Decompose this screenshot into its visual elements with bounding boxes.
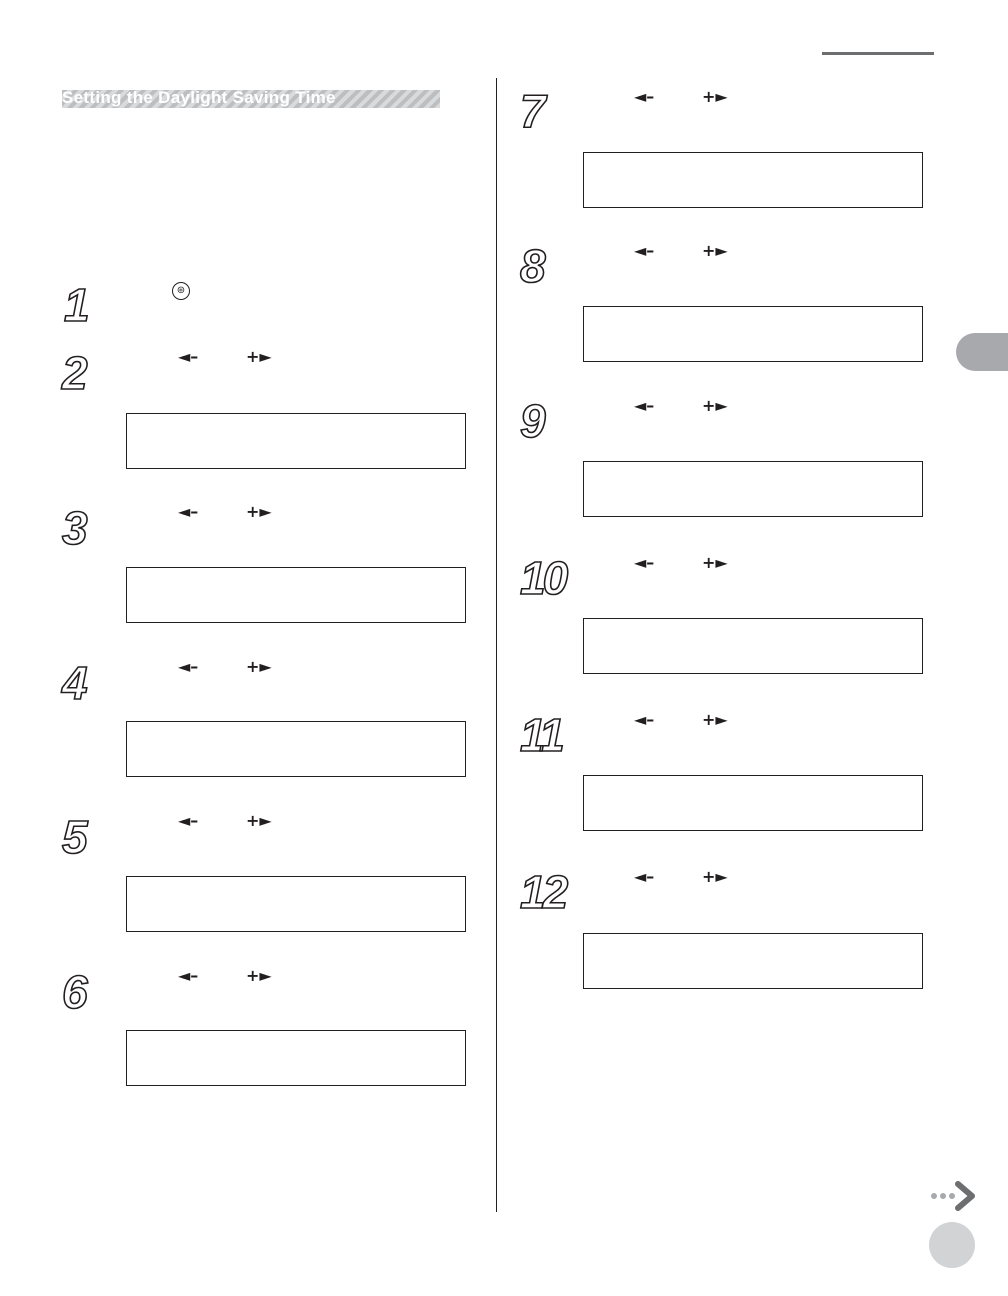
plus-key-icon: +► bbox=[702, 396, 728, 415]
setup-key-icon: ⊛ bbox=[172, 282, 190, 300]
plus-key-icon: +► bbox=[246, 657, 272, 676]
lcd-display bbox=[583, 618, 923, 674]
minus-key-icon: ◄– bbox=[178, 966, 199, 985]
step-number: 12 bbox=[520, 866, 566, 918]
plus-key-icon: +► bbox=[246, 966, 272, 985]
lcd-display bbox=[583, 461, 923, 517]
lcd-display bbox=[583, 775, 923, 831]
step-number: 1 bbox=[64, 279, 87, 331]
step-number: 10 bbox=[520, 552, 566, 604]
plus-key-icon: +► bbox=[246, 347, 272, 366]
step-number: 5 bbox=[62, 811, 85, 863]
lcd-display bbox=[126, 567, 466, 623]
minus-key-icon: ◄– bbox=[178, 657, 199, 676]
step-number: 2 bbox=[62, 347, 85, 399]
plus-key-icon: +► bbox=[702, 710, 728, 729]
plus-key-icon: +► bbox=[702, 87, 728, 106]
step-number: 4 bbox=[62, 657, 85, 709]
section-title: Setting the Daylight Saving Time bbox=[62, 88, 336, 107]
dotted-arrow-right-icon bbox=[930, 1181, 978, 1216]
plus-key-icon: +► bbox=[702, 241, 728, 260]
step-number: 6 bbox=[62, 966, 85, 1018]
column-divider bbox=[496, 78, 497, 1212]
lcd-display bbox=[583, 152, 923, 208]
minus-key-icon: ◄– bbox=[634, 710, 655, 729]
lcd-display bbox=[126, 413, 466, 469]
step-number: 11 bbox=[520, 709, 562, 761]
minus-key-icon: ◄– bbox=[178, 502, 199, 521]
plus-key-icon: +► bbox=[246, 502, 272, 521]
step-number: 3 bbox=[62, 502, 85, 554]
minus-key-icon: ◄– bbox=[634, 87, 655, 106]
header-rule bbox=[822, 52, 934, 55]
minus-key-icon: ◄– bbox=[634, 396, 655, 415]
plus-key-icon: +► bbox=[702, 867, 728, 886]
lcd-display bbox=[126, 1030, 466, 1086]
step-number: 8 bbox=[520, 240, 543, 292]
minus-key-icon: ◄– bbox=[634, 241, 655, 260]
plus-key-icon: +► bbox=[702, 553, 728, 572]
lcd-display bbox=[126, 721, 466, 777]
step-number: 7 bbox=[520, 85, 543, 137]
page-number-circle bbox=[929, 1222, 975, 1268]
minus-key-icon: ◄– bbox=[634, 867, 655, 886]
step-number: 9 bbox=[520, 395, 543, 447]
chapter-tab[interactable] bbox=[956, 333, 1008, 371]
minus-key-icon: ◄– bbox=[178, 811, 199, 830]
minus-key-icon: ◄– bbox=[634, 553, 655, 572]
lcd-display bbox=[126, 876, 466, 932]
minus-key-icon: ◄– bbox=[178, 347, 199, 366]
plus-key-icon: +► bbox=[246, 811, 272, 830]
lcd-display bbox=[583, 933, 923, 989]
lcd-display bbox=[583, 306, 923, 362]
